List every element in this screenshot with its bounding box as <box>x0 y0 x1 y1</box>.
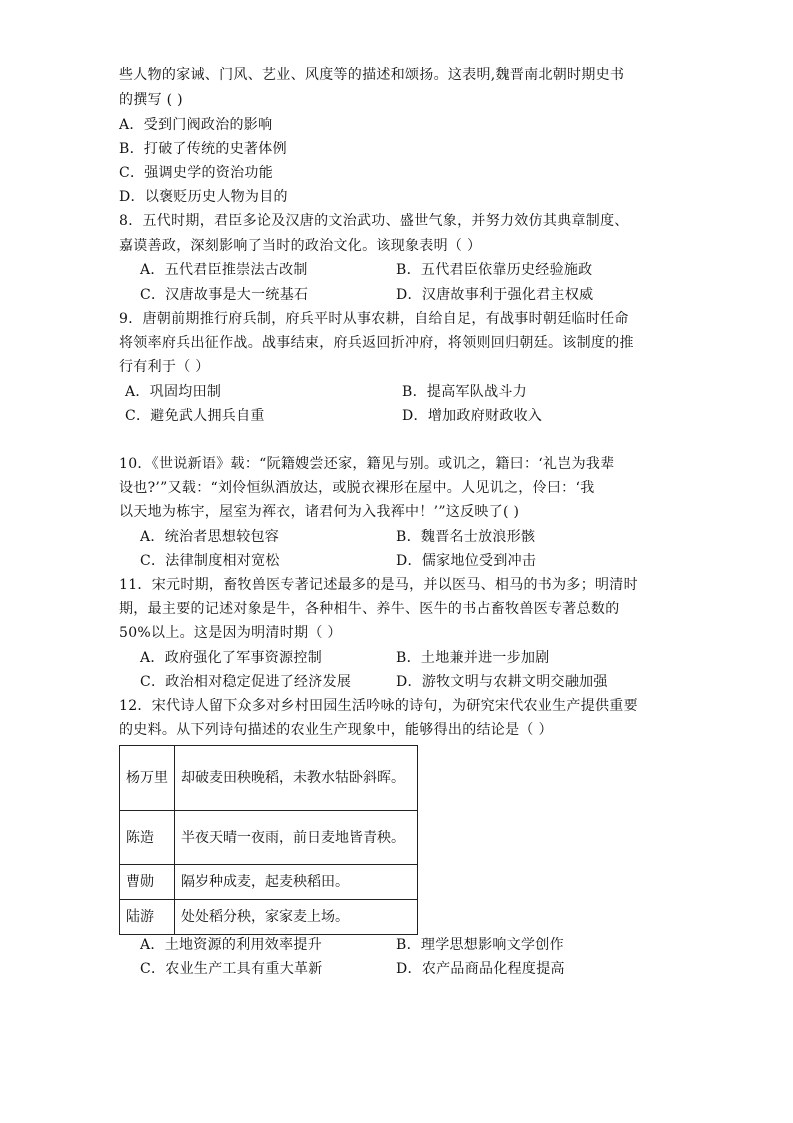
q9-option-a: A．巩固均田制 <box>125 384 222 400</box>
q11-option-c: C．政治相对稳定促进了经济发展 <box>140 674 352 690</box>
q10-option-d: D．儒家地位受到冲击 <box>396 553 537 569</box>
q12-option-d: D．农产品商品化程度提高 <box>396 961 565 977</box>
q10-stem-line-3: 以天地为栋宇，屋室为裈衣，诸君何为入我裈中！’”这反映了( ) <box>119 504 520 520</box>
q7-option-c: C．强调史学的资治功能 <box>119 165 274 181</box>
q9-option-b: B．提高军队战斗力 <box>402 384 527 400</box>
table-row <box>120 746 418 811</box>
q11-option-a: A．政府强化了军事资源控制 <box>140 650 323 666</box>
q12-option-c: C．农业生产工具有重大革新 <box>140 961 323 977</box>
q7-option-d: D．以褒贬历史人物为目的 <box>119 189 288 205</box>
verse-cell: 半夜天晴一夜雨，前日麦地皆青秧。 <box>175 811 418 865</box>
q10-stem-line-1: 10．《世说新语》载：“阮籍嫂尝还家，籍见与别。或讥之，籍曰：‘礼岂为我辈 <box>119 456 615 472</box>
q12-option-a: A．土地资源的利用效率提升 <box>140 937 323 953</box>
poet-cell: 杨万里 <box>120 746 175 811</box>
poem-table <box>119 745 418 935</box>
verse-cell: 隔岁种成麦，起麦秧稻田。 <box>175 865 418 900</box>
q8-option-b: B．五代君臣依靠历史经验施政 <box>396 262 593 278</box>
poet-cell: 曹勋 <box>120 865 175 900</box>
q12-option-b: B．理学思想影响文学创作 <box>396 937 564 953</box>
q11-stem-line-1: 11．宋元时期，畜牧兽医专著记述最多的是马，并以医马、相马的书为多；明清时 <box>119 577 638 593</box>
q10-option-a: A．统治者思想较包容 <box>140 529 280 545</box>
q8-option-c: C．汉唐故事是大一统基石 <box>140 287 309 303</box>
table-row <box>120 811 418 865</box>
q9-option-c: C．避免武人拥兵自重 <box>125 408 265 424</box>
q11-stem-line-3: 50%以上。这是因为明清时期（ ） <box>119 625 342 641</box>
q7-stem-line-1: 些人物的家诫、门风、艺业、风度等的描述和颂扬。这表明,魏晋南北朝时期史书 <box>119 67 625 83</box>
q8-stem-line-2: 嘉谟善政，深刻影响了当时的政治文化。该现象表明（ ） <box>119 238 482 254</box>
q12-stem-line-2: 的史料。从下列诗句描述的农业生产现象中，能够得出的结论是（ ） <box>119 722 553 738</box>
q12-stem-line-1: 12．宋代诗人留下众多对乡村田园生活吟咏的诗句，为研究宋代农业生产提供重要 <box>119 698 638 714</box>
q11-stem-line-2: 期，最主要的记述对象是牛，各种相牛、养牛、医牛的书占畜牧兽医专著总数的 <box>119 601 620 617</box>
q9-stem-line-1: 9．唐朝前期推行府兵制，府兵平时从事农耕，自给自足，有战事时朝廷临时任命 <box>119 311 629 327</box>
q9-stem-line-3: 行有利于（ ） <box>119 359 210 375</box>
table-row <box>120 900 418 935</box>
q10-option-b: B．魏晋名士放浪形骸 <box>396 529 536 545</box>
q8-stem-line-1: 8．五代时期，君臣多论及汉唐的文治武功、盛世气象，并努力效仿其典章制度、 <box>119 213 629 229</box>
q11-option-d: D．游牧文明与农耕文明交融加强 <box>396 674 608 690</box>
q7-option-b: B．打破了传统的史著体例 <box>119 141 287 157</box>
poet-cell: 陈造 <box>120 811 175 865</box>
q10-stem-line-2: 设也?’”又载：“刘伶恒纵酒放达，或脱衣裸形在屋中。人见讥之，伶曰：‘我 <box>119 480 595 496</box>
q7-stem-line-2: 的撰写 ( ) <box>119 92 183 108</box>
q10-option-c: C．法律制度相对宽松 <box>140 553 280 569</box>
q11-option-b: B．土地兼并进一步加剧 <box>396 650 550 666</box>
verse-cell: 却破麦田秧晚稻，未教水牯卧斜晖。 <box>175 746 418 811</box>
q8-option-a: A．五代君臣推崇法古改制 <box>140 262 308 278</box>
q8-option-d: D．汉唐故事利于强化君主权威 <box>396 287 594 303</box>
q7-option-a: A．受到门阀政治的影响 <box>119 117 273 133</box>
q9-option-d: D．增加政府财政收入 <box>402 408 543 424</box>
table-row <box>120 865 418 900</box>
verse-cell: 处处稻分秧，家家麦上场。 <box>175 900 418 935</box>
poet-cell: 陆游 <box>120 900 175 935</box>
q9-stem-line-2: 将领率府兵出征作战。战事结束，府兵返回折冲府，将领则回归朝廷。该制度的推 <box>119 335 634 351</box>
